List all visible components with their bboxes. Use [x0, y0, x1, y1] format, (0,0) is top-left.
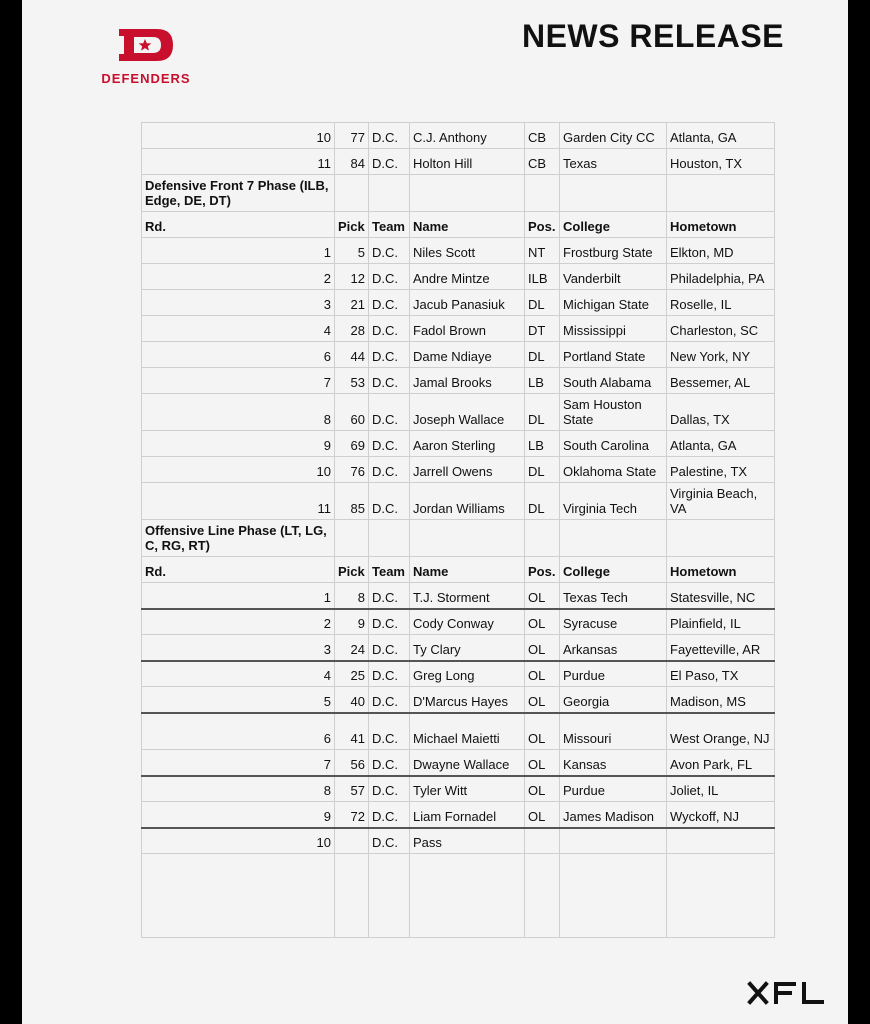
cell-pos: CB: [525, 123, 560, 149]
cell-rd: 11: [142, 149, 335, 175]
cell-rd: 1: [142, 238, 335, 264]
column-header-row: [142, 212, 775, 238]
cell-pos: OL: [525, 661, 560, 687]
column-header: Hometown: [667, 557, 775, 583]
cell-pos: OL: [525, 635, 560, 661]
cell-pos: OL: [525, 583, 560, 609]
cell-college: Missouri: [560, 713, 667, 750]
cell-hometown: Fayetteville, AR: [667, 635, 775, 661]
cell-team: D.C.: [369, 609, 410, 635]
cell-pick: 5: [335, 238, 369, 264]
cell-hometown: New York, NY: [667, 342, 775, 368]
cell-hometown: Charleston, SC: [667, 316, 775, 342]
cell-college: Texas: [560, 149, 667, 175]
cell-name: Jamal Brooks: [410, 368, 525, 394]
cell-team: D.C.: [369, 290, 410, 316]
cell-hometown: Palestine, TX: [667, 457, 775, 483]
cell-name: Jacub Panasiuk: [410, 290, 525, 316]
empty-cell: [369, 520, 410, 557]
cell-name: C.J. Anthony: [410, 123, 525, 149]
cell-pos: DL: [525, 457, 560, 483]
cell-pos: DL: [525, 394, 560, 431]
cell-name: Jarrell Owens: [410, 457, 525, 483]
xfl-logo-icon: [746, 980, 826, 1006]
empty-cell: [667, 175, 775, 212]
cell-pick: 9: [335, 609, 369, 635]
cell-pos: DL: [525, 290, 560, 316]
table-row: [142, 687, 775, 713]
cell-pos: [525, 828, 560, 854]
defenders-d-logo-icon: [117, 27, 175, 63]
draft-table: [141, 122, 775, 938]
table-row: [142, 342, 775, 368]
cell-hometown: [667, 828, 775, 854]
cell-pos: OL: [525, 687, 560, 713]
cell-pos: LB: [525, 431, 560, 457]
cell-rd: 3: [142, 635, 335, 661]
cell-pick: 53: [335, 368, 369, 394]
table-row: [142, 457, 775, 483]
table-row: [142, 316, 775, 342]
defenders-logo: [88, 27, 204, 87]
cell-hometown: Atlanta, GA: [667, 431, 775, 457]
cell-team: D.C.: [369, 149, 410, 175]
table-row: [142, 290, 775, 316]
cell-college: South Alabama: [560, 368, 667, 394]
column-header: Team: [369, 212, 410, 238]
cell-college: Portland State: [560, 342, 667, 368]
cell-rd: 9: [142, 431, 335, 457]
column-header: Pos.: [525, 212, 560, 238]
column-header: Pick: [335, 212, 369, 238]
cell-pos: OL: [525, 713, 560, 750]
cell-pos: NT: [525, 238, 560, 264]
cell-pos: DL: [525, 483, 560, 520]
cell-team: D.C.: [369, 802, 410, 828]
table-row: [142, 661, 775, 687]
cell-pick: 44: [335, 342, 369, 368]
empty-cell: [335, 175, 369, 212]
cell-pos: DT: [525, 316, 560, 342]
cell-team: D.C.: [369, 583, 410, 609]
empty-cell: [410, 520, 525, 557]
cell-rd: 7: [142, 368, 335, 394]
cell-name: Jordan Williams: [410, 483, 525, 520]
table-row: [142, 264, 775, 290]
table-row: [142, 635, 775, 661]
cell-name: Dame Ndiaye: [410, 342, 525, 368]
cell-hometown: Joliet, IL: [667, 776, 775, 802]
cell-rd: 8: [142, 394, 335, 431]
cell-team: D.C.: [369, 123, 410, 149]
defenders-logo-text: DEFENDERS: [101, 71, 191, 86]
cell-name: T.J. Storment: [410, 583, 525, 609]
empty-cell: [525, 854, 560, 938]
cell-college: Georgia: [560, 687, 667, 713]
cell-college: South Carolina: [560, 431, 667, 457]
cell-name: Michael Maietti: [410, 713, 525, 750]
table-row: [142, 713, 775, 750]
cell-team: D.C.: [369, 238, 410, 264]
cell-rd: 5: [142, 687, 335, 713]
cell-hometown: Roselle, IL: [667, 290, 775, 316]
cell-team: D.C.: [369, 750, 410, 776]
cell-college: Vanderbilt: [560, 264, 667, 290]
cell-name: Liam Fornadel: [410, 802, 525, 828]
empty-cell: [410, 175, 525, 212]
cell-team: D.C.: [369, 342, 410, 368]
cell-rd: 6: [142, 713, 335, 750]
cell-rd: 4: [142, 661, 335, 687]
cell-rd: 11: [142, 483, 335, 520]
empty-cell: [560, 854, 667, 938]
section-title: Offensive Line Phase (LT, LG, C, RG, RT): [142, 520, 335, 557]
cell-pick: 56: [335, 750, 369, 776]
empty-cell: [525, 175, 560, 212]
cell-pick: 24: [335, 635, 369, 661]
section-heading-row: [142, 175, 775, 212]
cell-name: Ty Clary: [410, 635, 525, 661]
cell-hometown: Avon Park, FL: [667, 750, 775, 776]
empty-cell: [369, 175, 410, 212]
cell-hometown: Statesville, NC: [667, 583, 775, 609]
cell-pick: 12: [335, 264, 369, 290]
table-row: [142, 750, 775, 776]
cell-rd: 1: [142, 583, 335, 609]
cell-hometown: Dallas, TX: [667, 394, 775, 431]
empty-cell: [369, 854, 410, 938]
table-row: [142, 238, 775, 264]
cell-pos: DL: [525, 342, 560, 368]
cell-name: Pass: [410, 828, 525, 854]
cell-name: Andre Mintze: [410, 264, 525, 290]
cell-team: D.C.: [369, 661, 410, 687]
table-row: [142, 802, 775, 828]
table-row: [142, 123, 775, 149]
cell-rd: 2: [142, 609, 335, 635]
cell-rd: 4: [142, 316, 335, 342]
cell-pick: 72: [335, 802, 369, 828]
cell-college: Virginia Tech: [560, 483, 667, 520]
cell-team: D.C.: [369, 264, 410, 290]
empty-cell: [560, 520, 667, 557]
cell-team: D.C.: [369, 394, 410, 431]
cell-college: Purdue: [560, 776, 667, 802]
cell-pick: 76: [335, 457, 369, 483]
cell-pick: 21: [335, 290, 369, 316]
empty-cell: [335, 520, 369, 557]
column-header: Rd.: [142, 557, 335, 583]
cell-team: D.C.: [369, 431, 410, 457]
cell-college: Michigan State: [560, 290, 667, 316]
cell-college: Syracuse: [560, 609, 667, 635]
column-header: Hometown: [667, 212, 775, 238]
column-header: College: [560, 557, 667, 583]
cell-college: Kansas: [560, 750, 667, 776]
empty-filler-row: [142, 854, 775, 938]
cell-pos: OL: [525, 750, 560, 776]
empty-cell: [560, 175, 667, 212]
column-header: College: [560, 212, 667, 238]
cell-hometown: Bessemer, AL: [667, 368, 775, 394]
empty-cell: [335, 854, 369, 938]
cell-team: D.C.: [369, 776, 410, 802]
cell-team: D.C.: [369, 483, 410, 520]
cell-hometown: Philadelphia, PA: [667, 264, 775, 290]
cell-college: James Madison: [560, 802, 667, 828]
cell-name: Holton Hill: [410, 149, 525, 175]
document-page: [22, 0, 848, 1024]
cell-hometown: Virginia Beach, VA: [667, 483, 775, 520]
cell-hometown: Wyckoff, NJ: [667, 802, 775, 828]
table-row: [142, 149, 775, 175]
table-row: [142, 776, 775, 802]
cell-team: D.C.: [369, 687, 410, 713]
cell-team: D.C.: [369, 457, 410, 483]
cell-pick: 41: [335, 713, 369, 750]
cell-college: Frostburg State: [560, 238, 667, 264]
cell-pick: 8: [335, 583, 369, 609]
cell-name: Fadol Brown: [410, 316, 525, 342]
cell-college: Texas Tech: [560, 583, 667, 609]
table-row: [142, 828, 775, 854]
cell-pick: 40: [335, 687, 369, 713]
cell-team: D.C.: [369, 368, 410, 394]
empty-cell: [142, 854, 335, 938]
cell-team: D.C.: [369, 828, 410, 854]
table-row: [142, 609, 775, 635]
cell-name: Greg Long: [410, 661, 525, 687]
cell-rd: 7: [142, 750, 335, 776]
cell-college: [560, 828, 667, 854]
column-header: Team: [369, 557, 410, 583]
cell-hometown: West Orange, NJ: [667, 713, 775, 750]
cell-pick: 77: [335, 123, 369, 149]
cell-name: Tyler Witt: [410, 776, 525, 802]
table-row: [142, 483, 775, 520]
cell-rd: 9: [142, 802, 335, 828]
cell-college: Garden City CC: [560, 123, 667, 149]
cell-rd: 10: [142, 457, 335, 483]
column-header: Pos.: [525, 557, 560, 583]
cell-team: D.C.: [369, 635, 410, 661]
cell-rd: 8: [142, 776, 335, 802]
cell-pick: 28: [335, 316, 369, 342]
cell-name: Joseph Wallace: [410, 394, 525, 431]
page-title: NEWS RELEASE: [521, 18, 784, 54]
cell-pick: 84: [335, 149, 369, 175]
cell-name: Cody Conway: [410, 609, 525, 635]
cell-hometown: El Paso, TX: [667, 661, 775, 687]
cell-rd: 10: [142, 123, 335, 149]
cell-pick: [335, 828, 369, 854]
empty-cell: [410, 854, 525, 938]
section-heading-row: [142, 520, 775, 557]
table-row: [142, 583, 775, 609]
cell-college: Mississippi: [560, 316, 667, 342]
cell-pos: OL: [525, 802, 560, 828]
cell-pick: 69: [335, 431, 369, 457]
cell-name: Aaron Sterling: [410, 431, 525, 457]
table-row: [142, 394, 775, 431]
cell-pos: ILB: [525, 264, 560, 290]
cell-hometown: Plainfield, IL: [667, 609, 775, 635]
empty-cell: [667, 854, 775, 938]
section-title: Defensive Front 7 Phase (ILB, Edge, DE, DT): [142, 175, 335, 212]
cell-hometown: Atlanta, GA: [667, 123, 775, 149]
cell-pick: 25: [335, 661, 369, 687]
empty-cell: [525, 520, 560, 557]
table-row: [142, 431, 775, 457]
column-header: Name: [410, 557, 525, 583]
cell-college: Sam Houston State: [560, 394, 667, 431]
cell-rd: 2: [142, 264, 335, 290]
cell-hometown: Elkton, MD: [667, 238, 775, 264]
cell-name: Dwayne Wallace: [410, 750, 525, 776]
cell-hometown: Houston, TX: [667, 149, 775, 175]
cell-name: Niles Scott: [410, 238, 525, 264]
cell-pos: OL: [525, 609, 560, 635]
cell-hometown: Madison, MS: [667, 687, 775, 713]
cell-rd: 6: [142, 342, 335, 368]
cell-pick: 60: [335, 394, 369, 431]
table-row: [142, 368, 775, 394]
column-header-row: [142, 557, 775, 583]
cell-college: Arkansas: [560, 635, 667, 661]
cell-name: D'Marcus Hayes: [410, 687, 525, 713]
cell-team: D.C.: [369, 316, 410, 342]
cell-pick: 57: [335, 776, 369, 802]
cell-pos: LB: [525, 368, 560, 394]
cell-rd: 10: [142, 828, 335, 854]
cell-pos: OL: [525, 776, 560, 802]
cell-college: Oklahoma State: [560, 457, 667, 483]
column-header: Name: [410, 212, 525, 238]
cell-pos: CB: [525, 149, 560, 175]
cell-pick: 85: [335, 483, 369, 520]
cell-college: Purdue: [560, 661, 667, 687]
empty-cell: [667, 520, 775, 557]
column-header: Pick: [335, 557, 369, 583]
column-header: Rd.: [142, 212, 335, 238]
cell-rd: 3: [142, 290, 335, 316]
cell-team: D.C.: [369, 713, 410, 750]
